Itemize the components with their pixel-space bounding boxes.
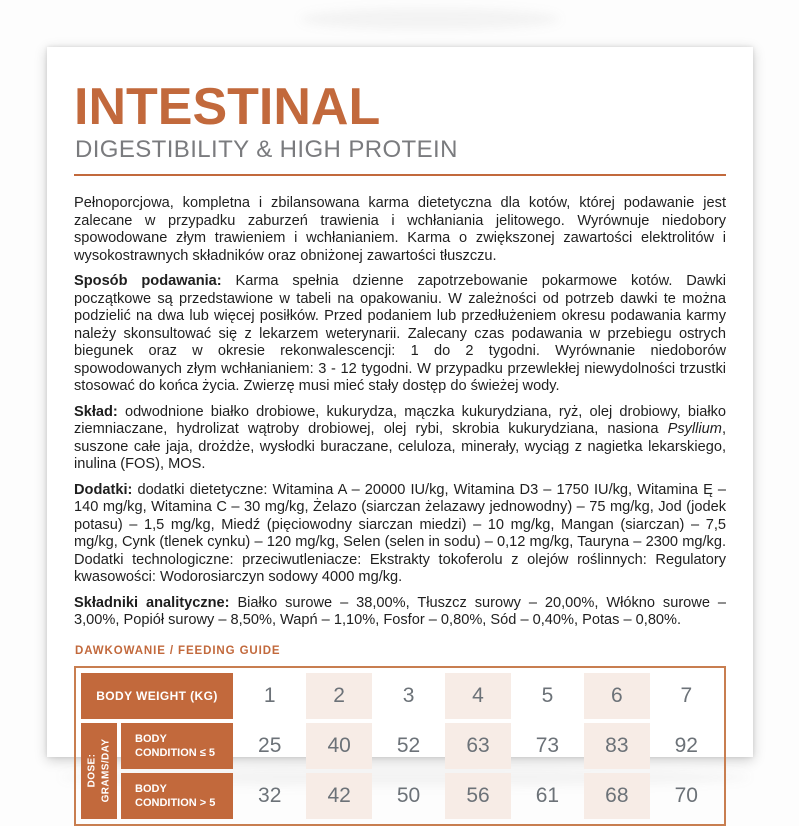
page-title: INTESTINAL	[74, 78, 381, 136]
analytical-text: Białko surowe – 38,00%, Tłuszcz surowy – 20,00%, Włókno surowe – 3,00%, Popiół surowy – 8,50%, Wapń – 1,10%, Fosfor – 0,80%, Sód – 0,40%, Potas – 0,80%.	[74, 594, 726, 629]
weight-col-header: 3	[402, 683, 415, 707]
dose-grams-day-label: DOSE: GRAMS/DAY	[86, 738, 112, 803]
dose-value: 32	[258, 783, 282, 807]
feeding-guide-table	[74, 666, 726, 826]
composition-paragraph	[74, 404, 726, 474]
weight-col-header: 5	[541, 683, 554, 707]
dose-value: 68	[584, 773, 649, 819]
dose-value: 83	[584, 723, 649, 769]
body-weight-header-cell: BODY WEIGHT (KG)	[81, 673, 233, 719]
weight-col-header: 1	[263, 683, 276, 707]
dose-grams-day-cell	[81, 723, 117, 819]
weight-col-header: 6	[584, 673, 649, 719]
weight-col-header: 2	[306, 673, 371, 719]
dose-value: 40	[306, 723, 371, 769]
feeding-guide-heading: DAWKOWANIE / FEEDING GUIDE	[75, 644, 281, 657]
composition-text-after: , suszone całe jaja, drożdże, wysłodki buraczane, celuloza, minerały, wyciąg z nagietka lekarskiego, inulina (FOS), MOS.	[74, 421, 726, 473]
dose-value: 56	[445, 773, 510, 819]
composition-text-before: odwodnione białko drobiowe, kukurydza, mączka kukurydziana, ryż, olej drobiowy, białko ziemniaczane, hydrolizat wątroby drobiowej, olej rybi, skrobia kukurydziana, nasiona	[74, 403, 727, 438]
dose-value: 73	[535, 733, 560, 757]
analytical-paragraph	[74, 595, 726, 630]
weight-col-header: 4	[445, 673, 510, 719]
scan-artifact	[300, 8, 560, 30]
dose-value: 63	[445, 723, 510, 769]
additives-text: dodatki dietetyczne: Witamina A – 20000 IU/kg, Witamina D3 – 1750 IU/kg, Witamina Ę – 140 mg/kg, Witamina C – 30 mg/kg, Żelazo (siarczan żelazawy jednowodny) – 75 mg/kg, Jod (jodek potasu) – 1,5 mg/kg, Miedź (pięciowodny siarczan miedzi) – 10 mg/kg, Mangan (siarczan) – 7,5 mg/kg, Cynk (tlenek cynku) – 120 mg/kg, Selen (selen in sodu) – 0,12 mg/kg, Tauryna – 2300 mg/kg. Dodatki technologiczne: przeciwutleniacze: Ekstrakty tokoferolu z olejów roślinnych: Regulatory kwasowości: Wodorosiarczyn sodowy 4000 mg/kg.	[74, 481, 726, 586]
intro-paragraph	[74, 195, 726, 265]
analytical-label: Składniki analityczne:	[74, 594, 230, 611]
dose-value: 52	[396, 733, 421, 757]
feeding-instructions-paragraph	[74, 273, 726, 396]
dose-value: 70	[674, 783, 698, 807]
feeding-instructions-text: Karma spełnia dzienne zapotrzebowanie pokarmowe kotów. Dawki początkowe są przedstawione w tabeli na opakowaniu. W zależności od potrzeb dawki te można podzielić na dwa lub więcej posiłków. Przed podaniem lub przedłużeniem okresu podawania karmy należy skonsultować się z lekarzem weterynarii. Zalecany czas podawania w przebiegu ostrych biegunek oraz w okresie rekonwalescencji: 1 do 2 tygodni. Wyrównanie niedoborów spowodowanych złym wchłanianiem: 3 - 12 tygodni. W przypadku przewlekłej niewydolności trzustki stosować do końca życia. Zwierzę musi mieć stały dostęp do świeżej wody.	[74, 273, 726, 395]
composition-text-italic: Psyllium	[667, 421, 722, 438]
dose-value: 50	[396, 783, 421, 807]
title-divider	[74, 174, 726, 176]
label-page	[47, 47, 753, 809]
body-condition-le5-cell: BODY CONDITION ≤ 5	[121, 723, 233, 769]
page-subtitle: DIGESTIBILITY & HIGH PROTEIN	[75, 136, 458, 164]
additives-label: Dodatki:	[74, 481, 133, 498]
dose-value: 42	[306, 773, 371, 819]
dose-value: 92	[674, 733, 698, 757]
additives-paragraph	[74, 482, 726, 587]
intro-text: Pełnoporcjowa, kompletna i zbilansowana karma dietetyczna dla kotów, której podawanie jest zalecane w przypadku zaburzeń trawienia i wchłaniania jelitowego. Wyrównuje niedobory spowodowane złym trawieniem i wchłanianiem. Karma o zwiększonej zawartości elektrolitów i wysokostrawnych składników oraz obniżonej zawartości tłuszczu.	[74, 195, 726, 264]
composition-label: Skład:	[74, 403, 118, 420]
body-condition-gt5-cell: BODY CONDITION > 5	[121, 773, 233, 819]
dose-value: 61	[535, 783, 560, 807]
feeding-instructions-label: Sposób podawania:	[74, 273, 222, 290]
dose-value: 25	[258, 733, 282, 757]
weight-col-header: 7	[680, 683, 693, 707]
